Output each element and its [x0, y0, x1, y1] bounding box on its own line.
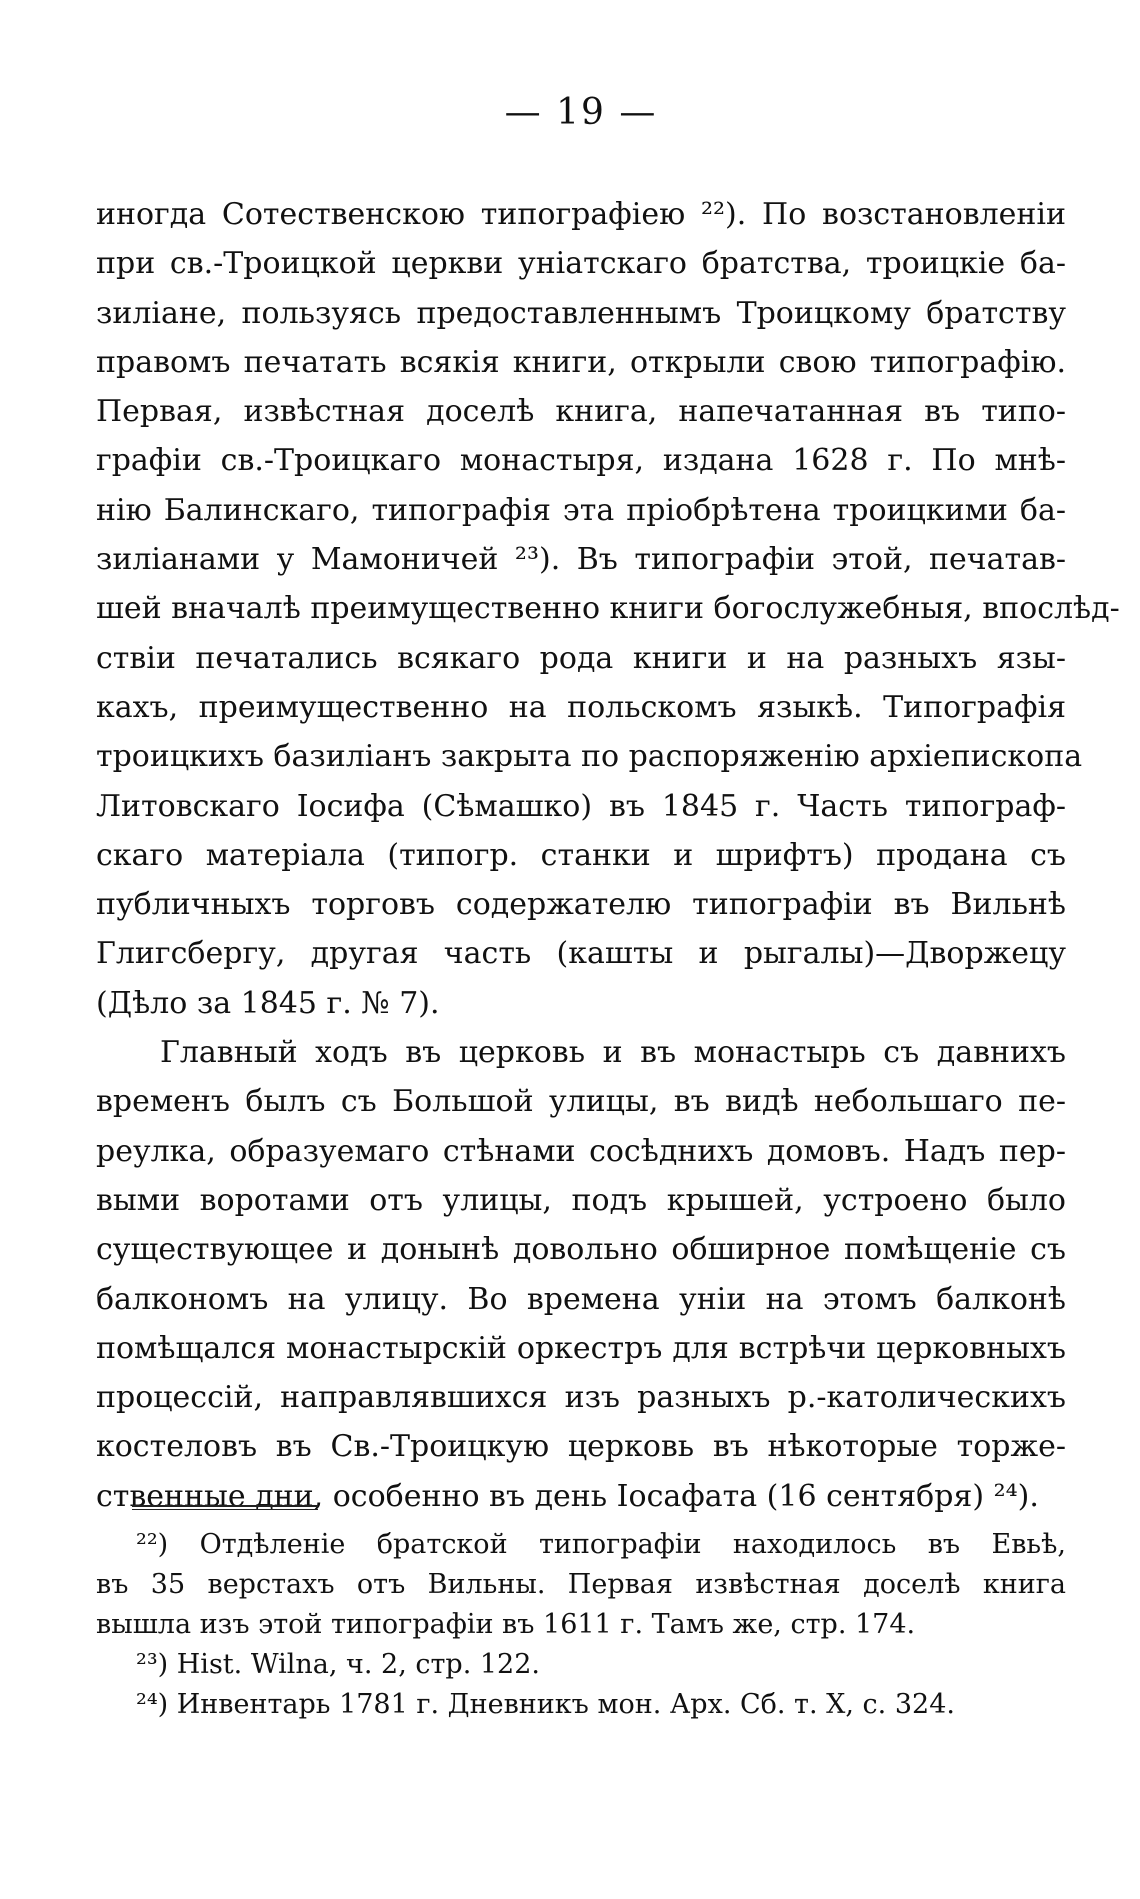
footnote-divider [132, 1505, 318, 1510]
book-page [96, 0, 1120, 1899]
text-line: балкономъ на улицу. Во времена уніи на этомъ балконѣ [96, 1281, 1066, 1317]
footnote-line: ²²) Отдѣленіе братской типографіи находилось въ Евьѣ, [136, 1529, 1066, 1560]
text-line: нію Балинскаго, типографія эта пріобрѣтена троицкими ба- [96, 492, 1066, 528]
text-line: выми воротами отъ улицы, подъ крышей, устроено было [96, 1182, 1066, 1218]
footnote-line: ²³) Hist. Wilna, ч. 2, стр. 122. [136, 1649, 540, 1680]
text-line: графіи св.-Троицкаго монастыря, издана 1628 г. По мнѣ- [96, 443, 1066, 479]
text-line: скаго матеріала (типогр. станки и шрифтъ) продана съ [96, 837, 1066, 873]
text-line: зиліанами у Мамоничей ²³). Въ типографіи этой, печатав- [96, 542, 1066, 578]
text-line: ственные дни, особенно въ день Іосафата (16 сентября) ²⁴). [96, 1478, 1039, 1514]
text-line: ствіи печатались всякаго рода книги и на разныхъ язы- [96, 640, 1066, 676]
text-line: иногда Сотественскою типографіею ²²). По возстановленіи [96, 197, 1066, 232]
text-line: правомъ печатать всякія книги, открыли свою типографію. [96, 344, 1066, 380]
footnote-line: ²⁴) Инвентарь 1781 г. Дневникъ мон. Арх. Сб. т. X, с. 324. [136, 1689, 955, 1720]
text-line: при св.-Троицкой церкви уніатскаго братства, троицкіе ба- [96, 246, 1066, 282]
text-line: кахъ, преимущественно на польскомъ языкѣ. Типографія [96, 689, 1066, 725]
text-line: Первая, извѣстная доселѣ книга, напечатанная въ типо- [96, 394, 1066, 430]
text-line: существующее и донынѣ довольно обширное помѣщеніе съ [96, 1232, 1066, 1268]
text-line: костеловъ въ Св.-Троицкую церковь въ нѣкоторые торже- [96, 1429, 1066, 1465]
text-line: Главный ходъ въ церковь и въ монастырь съ давнихъ [160, 1035, 1066, 1071]
text-line: реулка, образуемаго стѣнами сосѣднихъ домовъ. Надъ пер- [96, 1133, 1066, 1169]
footnotes [96, 1525, 1066, 1725]
text-line: шей вначалѣ преимущественно книги богослужебныя, впослѣд- [96, 591, 1120, 627]
text-line: Глигсбергу, другая часть (кашты и рыгалы)—Дворжецу [96, 936, 1066, 972]
text-line: процессій, направлявшихся изъ разныхъ р.-католическихъ [96, 1380, 1066, 1416]
text-line: публичныхъ торговъ содержателю типографіи въ Вильнѣ [96, 887, 1066, 923]
footnote-line: въ 35 верстахъ отъ Вильны. Первая извѣстная доселѣ книга [96, 1569, 1066, 1600]
text-line: (Дѣло за 1845 г. № 7). [96, 985, 440, 1021]
main-text [96, 190, 1120, 1521]
text-line: троицкихъ базиліанъ закрыта по распоряженію архіепископа [96, 739, 1083, 775]
footnote-line: вышла изъ этой типографіи въ 1611 г. Тамъ же, стр. 174. [96, 1609, 916, 1640]
text-line: временъ былъ съ Большой улицы, въ видѣ небольшаго пе- [96, 1084, 1066, 1120]
text-line: зиліане, пользуясь предоставленнымъ Троицкому братству [96, 295, 1066, 331]
text-line: помѣщался монастырскій оркестръ для встрѣчи церковныхъ [96, 1330, 1066, 1366]
text-line: Литовскаго Іосифа (Сѣмашко) въ 1845 г. Часть типограф- [96, 788, 1066, 824]
page-number: — 19 — [504, 92, 658, 133]
